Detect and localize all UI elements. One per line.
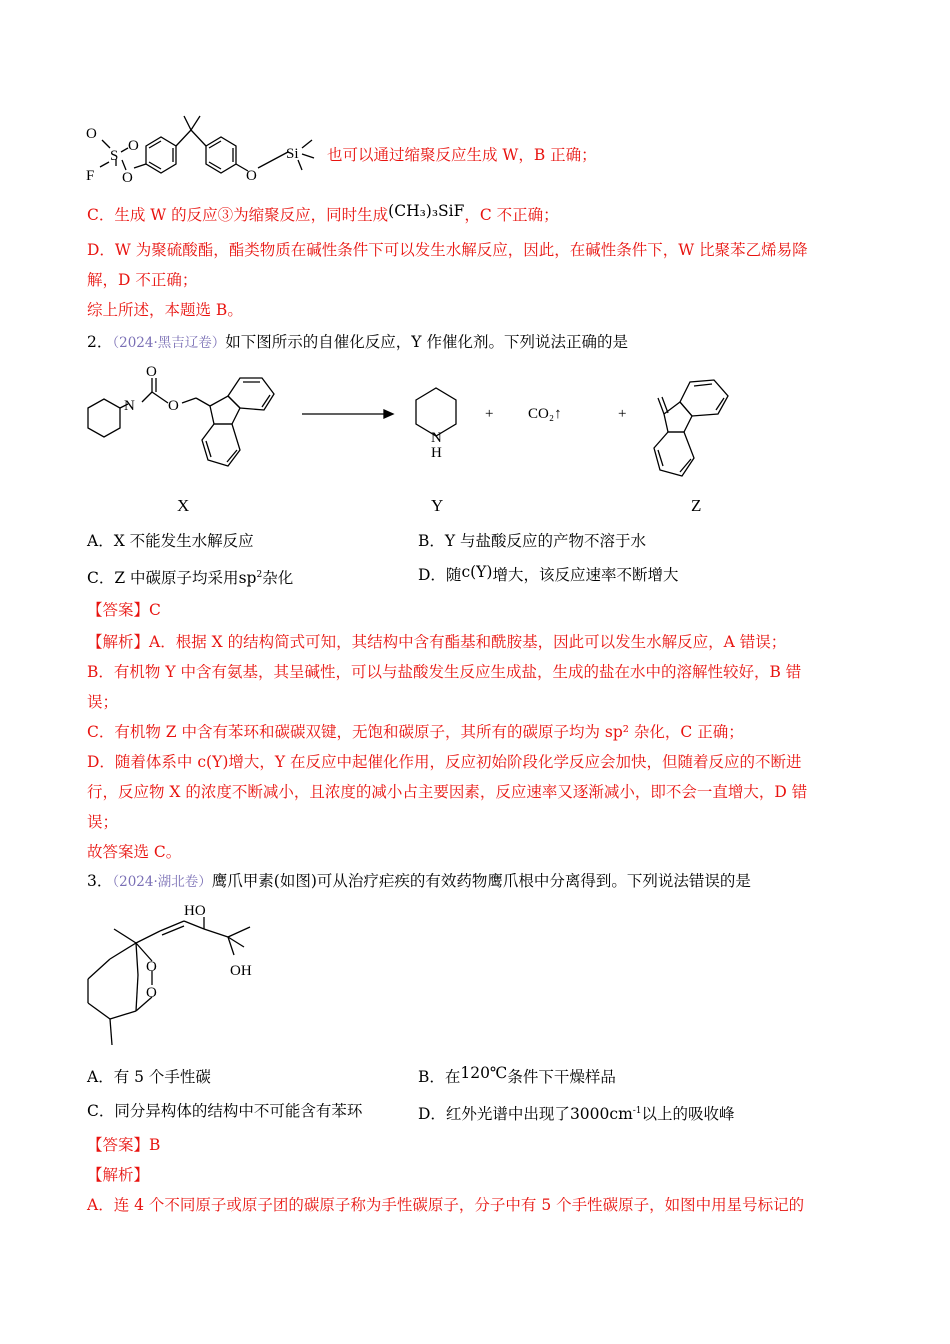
- q2-c-suffix: 杂化: [262, 569, 294, 588]
- sulfonyl-oxygen-1: O: [86, 126, 97, 142]
- q2-c-prefix: C．Z 中碳原子均采用: [87, 569, 239, 588]
- q2-answer: 【答案】C: [87, 601, 161, 619]
- compound-y-label: Y: [431, 496, 444, 515]
- q2-option-d: [418, 565, 678, 585]
- peroxide-oxygen-2: O: [146, 985, 157, 1001]
- y-nitrogen: N: [431, 430, 442, 446]
- q2-analysis-2: B．有机物 Y 中含有氨基，其呈碱性，可以与盐酸发生反应生成盐，生成的盐在水中的溶解性较好，B 错: [87, 663, 802, 681]
- peroxide-oxygen-1: O: [146, 959, 157, 975]
- structure-w-monomer: [80, 108, 330, 196]
- q2-analysis-1: 【解析】A．根据 X 的结构简式可知，其结构中含有酯基和酰胺基，因此可以发生水解反应，A 错误；: [87, 633, 787, 651]
- sulfonyl-oxygen-2: O: [128, 138, 139, 154]
- q3-number: 3．: [87, 872, 113, 890]
- q3-stem: [87, 871, 751, 892]
- q3-option-a: A．有 5 个手性碳: [87, 1068, 211, 1086]
- q2-c-sp: sp: [238, 569, 257, 588]
- q1-structure-text: 也可以通过缩聚反应生成 W，B 正确；: [327, 146, 597, 164]
- plus-sign-2: +: [618, 406, 627, 422]
- compound-x-label: X: [177, 496, 190, 515]
- q2-stem-text: 如下图所示的自催化反应，Y 作催化剂。下列说法正确的是: [225, 333, 628, 351]
- q1-option-d-analysis-1: D．W 为聚硫酸酯，酯类物质在碱性条件下可以发生水解反应，因此，在碱性条件下，W 比聚苯乙烯易降: [87, 241, 808, 259]
- q2-option-a: A．X 不能发生水解反应: [87, 532, 254, 550]
- q1-option-c-analysis: [87, 202, 559, 225]
- q3-b-prefix: B．在: [418, 1068, 461, 1086]
- x-nitrogen: N: [124, 398, 135, 414]
- q2-d-prefix: D．随: [418, 566, 462, 584]
- q3-stem-text: 鹰爪甲素(如图)可从治疗疟疾的有效药物鹰爪根中分离得到。下列说法错误的是: [211, 872, 751, 890]
- q3-analysis-a: A．连 4 个不同原子或原子团的碳原子称为手性碳原子，分子中有 5 个手性碳原子，如图中用星号标记的: [87, 1196, 805, 1214]
- silicon-atom: Si: [286, 146, 299, 162]
- q1-option-d-analysis-2: 解，D 不正确；: [87, 271, 198, 289]
- q2-analysis-3: 误；: [87, 693, 119, 711]
- q1-c-suffix: ，C 不正确；: [464, 206, 559, 224]
- q2-analysis-4: C．有机物 Z 中含有苯环和碳碳双键，无饱和碳原子，其所有的碳原子均为 sp² 杂化，C 正确；: [87, 723, 744, 741]
- compound-z-label: Z: [691, 496, 702, 515]
- q2-reaction-scheme: [80, 358, 770, 478]
- q3-d-suffix: 以上的吸收峰: [641, 1105, 735, 1124]
- q2-analysis-6: 行，反应物 X 的浓度不断减小，且浓度的减小占主要因素，反应速率又逐渐减小，即不会一直增大，D 错: [87, 783, 808, 801]
- hydroxyl-ho-label: HO: [184, 903, 206, 919]
- q3-b-temp: 120℃: [460, 1064, 508, 1082]
- q2-number: 2．: [87, 333, 113, 351]
- q2-d-suffix: 增大，该反应速率不断增大: [492, 566, 679, 584]
- q1-summary: 综上所述，本题选 B。: [87, 301, 243, 319]
- q3-answer: 【答案】B: [87, 1136, 161, 1154]
- fluorine-atom: F: [86, 168, 95, 184]
- ether-oxygen-2: O: [246, 168, 257, 184]
- q2-stem: [87, 332, 628, 353]
- co2-label: CO₂↑: [528, 406, 562, 422]
- q1-c-prefix: C．生成 W 的反应③为缩聚反应，同时生成: [87, 206, 389, 224]
- sulfur-atom: S: [110, 148, 119, 164]
- y-hydrogen: H: [431, 445, 442, 461]
- q2-option-b: B．Y 与盐酸反应的产物不溶于水: [418, 532, 647, 550]
- q3-d-sup: -1: [632, 1106, 642, 1116]
- hydroxyl-oh-label: OH: [230, 963, 252, 979]
- q2-analysis-5: D．随着体系中 c(Y)增大，Y 在反应中起催化作用，反应初始阶段化学反应会加快，但随着反应的不断进: [87, 753, 802, 771]
- q3-d-value: 3000cm: [569, 1105, 633, 1124]
- q3-analysis-head: 【解析】: [87, 1166, 150, 1184]
- q3-d-prefix: D．红外光谱中出现了: [418, 1105, 570, 1124]
- q2-c-sup: 2: [256, 570, 263, 580]
- q1-c-formula: (CH₃)₃SiF: [388, 202, 465, 220]
- q3-option-b: [418, 1064, 616, 1087]
- x-ester-oxygen: O: [168, 398, 179, 414]
- ester-oxygen-1: O: [122, 170, 133, 186]
- q2-source: （2024·黑吉辽卷）: [112, 335, 226, 351]
- yingzhaosu-structure: [80, 893, 280, 1053]
- q2-analysis-7: 误；: [87, 813, 119, 831]
- q3-b-suffix: 条件下干燥样品: [507, 1068, 616, 1086]
- q2-option-c: [87, 565, 293, 588]
- q2-d-cy: c(Y): [461, 563, 493, 581]
- plus-sign-1: +: [485, 406, 494, 422]
- q2-analysis-8: 故答案选 C。: [87, 843, 182, 861]
- x-carbonyl-oxygen: O: [146, 364, 157, 380]
- q3-source: （2024·湖北卷）: [112, 874, 212, 890]
- q3-option-c: C．同分异构体的结构中不可能含有苯环: [87, 1102, 363, 1120]
- q3-option-d: [418, 1101, 735, 1124]
